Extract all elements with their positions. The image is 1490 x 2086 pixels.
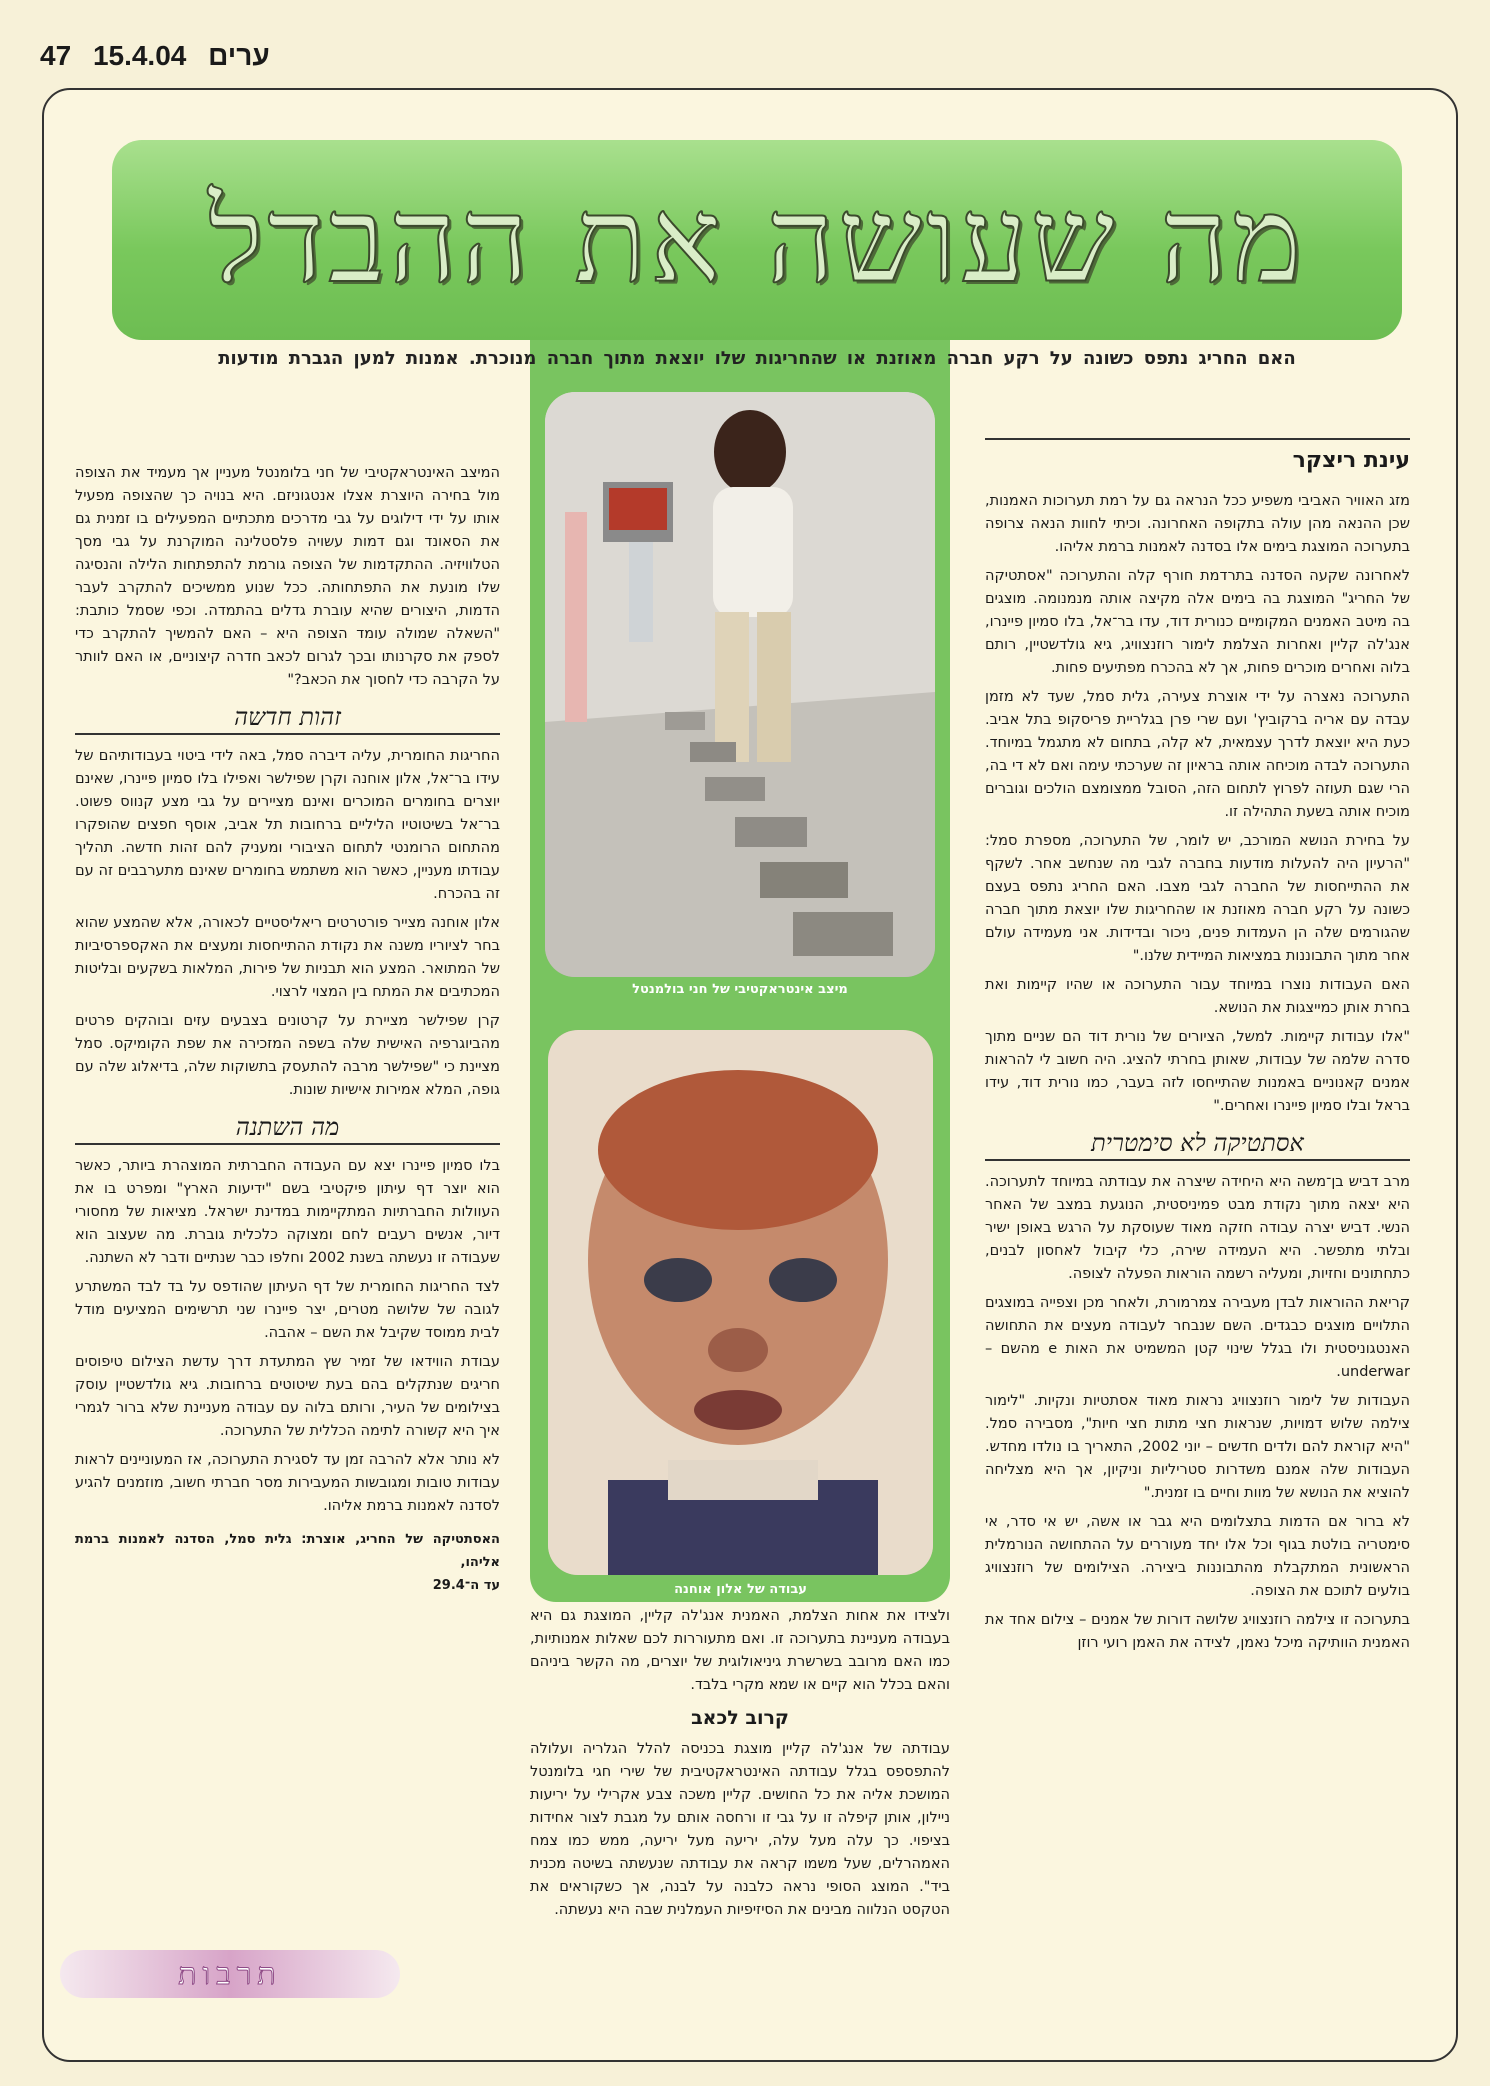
portrait-painting — [548, 1030, 933, 1575]
exhibition-credit — [75, 1528, 500, 1597]
paragraph: החריגות החומרית, עליה דיברה סמל, באה לידי ביטוי בעבודותיהם של עידו בר־אל, אלון אוחנה וקרן שפילשר ואפילו בלו סמיון פיינרו, שאינם יוצרים בחומרים המוכרים ואינם מציירים על גבי מצע קנווס פשוט. בר־אל בשיטוטיו הליליים ברחובות תל אביב, אוסף חפצים שהופקרו מהתחום הרומנטי לתחום הציבורי ומעניק להם זהות חדשה. תהליך עבודתו מעניין, כאשר הוא משתמש בחומרים שאינם מתערבבים זה עם זה בהכרח. — [75, 748, 500, 902]
paragraph: על בחירת הנושא המורכב, יש לומר, של התערוכה, מספרת סמל: "הרעיון היה להעלות מודעות בחברה לגבי מה שנחשב אחר. לשקף את ההתייחסות של החברה לגבי מצבו. האם החריג נתפס בעצם כשונה על רקע חברה מאוזנת או שהחריגות שלו יוצאת מתוך חברה שהגורמים שלה הן העמדות פנים, ניכור ובדידות. אני מעמידה עולם אחר מתוך התבוננות במציאות המיידית שלנו." — [985, 833, 1410, 964]
paragraph: לאחרונה שקעה הסדנה בתרדמת חורף קלה והתערוכה "אסתטיקה של החריג" המוצגת בה בימים אלה מקיצה אותה מנמנומה. מוצגים בה מיטב האמנים המקומיים כנורית דוד, עדו בר־אל, בלו סמיון פיינרו, אנג'לה קליין ואחרות הצלמת לימור רוזנצוויג, גיא גולדשטיין, רותם בלוה ואחרים מוכרים פחות, אך לא בהכרח מפתיעים פחות. — [985, 568, 1410, 676]
paragraph: אלון אוחנה מצייר פורטרטים ריאליסטיים לכאורה, אלא שהמצע שהוא בחר לציוריו משנה את נקודת ההתייחסות ומעצים את האקספרסיביות של המתואר. המצע הוא תבניות של פירות, המלאות בשקעים ובליטות המכתיבים את המתח בין המצוי לרצוי. — [75, 915, 500, 1000]
section-heading: מה השתנה — [75, 1116, 500, 1145]
issue-date: 15.4.04 — [92, 40, 187, 71]
right-text-column — [985, 490, 1410, 2035]
paragraph: בלו סמיון פיינרו יצא עם העבודה החברתית המוצהרת ביותר, כאשר הוא יוצר דף עיתון פיקטיבי בשם "ידיעות הארץ" ומפרט בו את העוולות החברתיות המתקיימות במדינת ישראל. מציאות של מחסורי דיור, אנשים רעבים לחם ומצוקה כלכלית גוברת. מה שעצוב הוא שעבודה זו נעשתה בשנת 2002 וחלפו כבר שנתיים ודבר לא השתנה. — [75, 1158, 500, 1266]
paragraph: התערוכה נאצרה על ידי אוצרת צעירה, גלית סמל, שעד לא מזמן עבדה עם אריה ברקוביץ' ועם שרי פרן בגלריית פריסקופ בתל אביב. כעת היא יוצאת לדרך עצמאית, לא קלה, בתחום לא מתגמל במיוחד. התערוכה לבדה מוכיחה אותה בראיון זה שערכתי עימה ואם לא די בה, הרי שגם תעוזה לפרוץ לתחום הזה, הסובל ממצומצם הולכים וגוברים מוכיח אותה בשעת התהילה זו. — [985, 689, 1410, 820]
paragraph: עבודתה של אנג'לה קליין מוצגת בכניסה להלל הגלריה ועלולה להתפספס בגלל עבודתה האינטראקטיבית של שירי חגי בלומנטל המושכת אליה את כל החושים. קליין משכה צבע אקרילי על יריעות ניילון, אותן קיפלה זו על גבי זו ורחסה אותם על מגבת לצור אחידות בציפוי. כך עלה מעל עלה, יריעה מעל יריעה, ממש כמו צמח האמהרלים, שעל משמו קראה את עבודתה שנעשתה בשיטה מכנית ביד". המוצג הסופי נראה כלבנה על לבנה, אך כשקוראים את הטקסט הנלווה מבינים את הסיזיפיות העמלנית שבה היא נעשתה. — [530, 1741, 950, 1918]
culture-section-logo — [60, 1950, 400, 1998]
paragraph: המיצב האינטראקטיבי של חני בלומנטל מעניין אך מעמיד את הצופה מול בחירה היוצרת אצלו אנטגוניזם. היא בנויה כך שהצופה מפעיל אותו על ידי דילוגים על גבי מדרכים מתכתיים המפעילים בו זמנית גם את הסאונד וגם דמות עשויה פלסטלינה המוקרנת על גבי מסך הטלוויזיה. ההתקדמות של הצופה גורמת להתפתחות הלילה והנסיגה שלו מונעת את התפתחותה. ככל שנוע ממשיכים להתקרב לעבר הדמות, היצורים שהיא עוברת גדלים בהתמדה. וכפי שסמל כותבת: "השאלה שמולה עומד הצופה היא – האם להמשיך להתקרב כדי לספק את סקרנותו ובכך לגרום לכאב חדרה קיצוניים, או האם לוותר על הקרבה כדי לחסוך את הכאב?" — [75, 465, 500, 688]
paragraph: קרן שפילשר מציירת על קרטונים בצבעים עזים ובוהקים פרטים מהביוגרפיה האישית שלה בשפה המזכירה את שפת הקומיקס. סמל מציינת כי "שפילשר מרבה להתעסק בתשוקות שלה, בדיאלוג שלה עם גופה, המלא אמירות אישיות שונות. — [75, 1013, 500, 1098]
left-text-column — [75, 462, 500, 1952]
installation-illustration — [545, 392, 935, 977]
paragraph: בתערוכה זו צילמה רוזנצוויג שלושה דורות של אמנים – צילום אחד את האמנית הוותיקה מיכל נאמן, לצידה את האמן רועי רוזן — [985, 1612, 1410, 1651]
paragraph: לא ברור אם הדמות בתצלומים היא גבר או אשה, יש אי סדר, אי סימטריה בולטת בגוף וכל אלו יחד מעוררים על ההתחושה הנורמלית הראשונית המתקבלת מהתבוננות ביצירה. הצילומים של רוזנצוויג בולעים לתוכם את הצופה. — [985, 1514, 1410, 1599]
article-subtitle: האם החריג נתפס כשונה על רקע חברה מאוזנת או שהחריגות שלו יוצאת מתוך חברה מנוכרת. אמנות למען הגברת מודעות — [218, 348, 1296, 369]
paragraph: העבודות של לימור רוזנצוויג נראות מאוד אסתטיות ונקיות. "לימור צילמה שלוש דמויות, שנראות חצי מתות חצי חיות", מסבירה סמל. "היא קוראת להם ולדים חדשים – יוני 2002, התאריך בו נולדו מחדש. העבודות שלה אמנם משדרות סטריליות וניקיון, אך היא מצליחה להוציא את הנושא של מוות וחיים בו זמנית." — [985, 1393, 1410, 1501]
section-heading: קרוב לכאב — [691, 1707, 789, 1729]
paragraph: לא נותר אלא להרבה זמן עד לסגירת התערוכה, אז המעוניינים לראות עבודות טובות ומגובשות המעבירות מסר חברתי חשוב, מוזמנים להגיע לסדנה לאמנות ברמת אליהו. — [75, 1452, 500, 1514]
paragraph: ולצידו את אחות הצלמת, האמנית אנג'לה קליין, המוצגת גם היא בעבודה מעניינת בתערוכה זו. ואם מתעוררות לכם שאלות אמנותיות, כמו האם מרובב בשרשרת גיניאולוגית של יוצרים, מה הקשר ביניהם והאם בכלל הוא קיים או שמא מקרי בלבד. — [530, 1608, 950, 1693]
section-heading: אסתטיקה לא סימטרית — [985, 1132, 1410, 1161]
page-header — [40, 40, 284, 72]
photo1-caption: מיצב אינטראקטיבי של חני בולמנטל — [632, 982, 848, 997]
paragraph: "אלו עבודות קיימות. למשל, הציורים של נורית דוד הם שניים מתוך סדרה שלמה של עבודות, שאותן בחרתי להציג. היה חשוב לי להראות אמנים קאנוניים באמנות שהתייחסו לזה בעבר, כמו נורית דוד, עידו בראל ובלו סמיון פיינרו ואחרים." — [985, 1029, 1410, 1114]
paragraph: עבודת הווידאו של זמיר שץ המתעדת דרך עדשת הצילום טיפוסים חריגים שנתקלים בהם בעת שיטוטים ברחובות. גיא גולדשטיין עוסק בצילומים של העיר, ורותם בלוה עם עבודה מעניינת שלא ברור לגמרי איך היא קשורה לתימה הכללית של התערוכה. — [75, 1354, 500, 1439]
installation-photo — [545, 392, 935, 977]
paragraph: מזג האוויר האביבי משפיע ככל הנראה גם על רמת תערוכות האמנות, שכן ההנאה מהן עולה בתקופה האחרונה. וכיתי לחוות הנאה צרופה בתערוכה המוצגת בימים אלו בסדנה לאמנות ברמת אליהו. — [985, 493, 1410, 555]
credit-line: האסתטיקה של החריג, אוצרת: גלית סמל, הסדנה לאמנות ברמת אליהו, — [75, 1532, 500, 1570]
paragraph: לצד החריגות החומרית של דף העיתון שהודפס על בד לבד המשתרע לגובה של שלושה מטרים, יצר פיינרו שני תרשימים המציעים מודל לבית ממוסד שקיבל את השם – אהבה. — [75, 1279, 500, 1341]
logo-text: תרבות — [178, 1956, 282, 1992]
page-number: 47 — [40, 40, 72, 71]
middle-text-column — [530, 1605, 950, 2015]
photo2-caption: עבודה של אלון אוחנה — [674, 1582, 807, 1597]
paragraph: קריאת ההוראות לבדן מעבירה צמרמורת, ולאחר מכן וצפייה במוצגים התלויים מוצגים כבגדים. השם שנבחר לעבודה מעצים את התחושה האנטגוניסטית ולו בגלל שינוי קטן המשמיט את האות e מהשם – underwar. — [985, 1295, 1410, 1380]
author-byline: עינת ריצקר — [985, 438, 1410, 473]
section-name: ערים — [208, 40, 270, 71]
article-title: מה שעושה את ההבדל — [208, 171, 1306, 309]
child-portrait-illustration — [548, 1030, 933, 1575]
credit-dates: עד ה־29.4 — [432, 1578, 500, 1593]
paragraph: האם העבודות נוצרו במיוחד עבור התערוכה או שהיו קיימות ואת בחרת אותן כמייצגות את הנושא. — [985, 977, 1410, 1016]
title-banner — [112, 140, 1402, 340]
section-heading: זהות חדשה — [75, 706, 500, 735]
paragraph: מרב דביש בן־משה היא היחידה שיצרה את עבודתה במיוחד לתערוכה. היא יצאה מתוך נקודת מבט פמיניסטית, הנוגעת במצב של האחר הנשי. דביש יצרה עבודה חזקה מאוד שעוסקת על הרגש באופן ישיר ובלתי מתפשר. היא העמידה שירה, כלי קיבול לאחסון לבנים, כתחתונים וחזיות, ומעליה רשמה הוראות הפעלה לצופה. — [985, 1174, 1410, 1282]
